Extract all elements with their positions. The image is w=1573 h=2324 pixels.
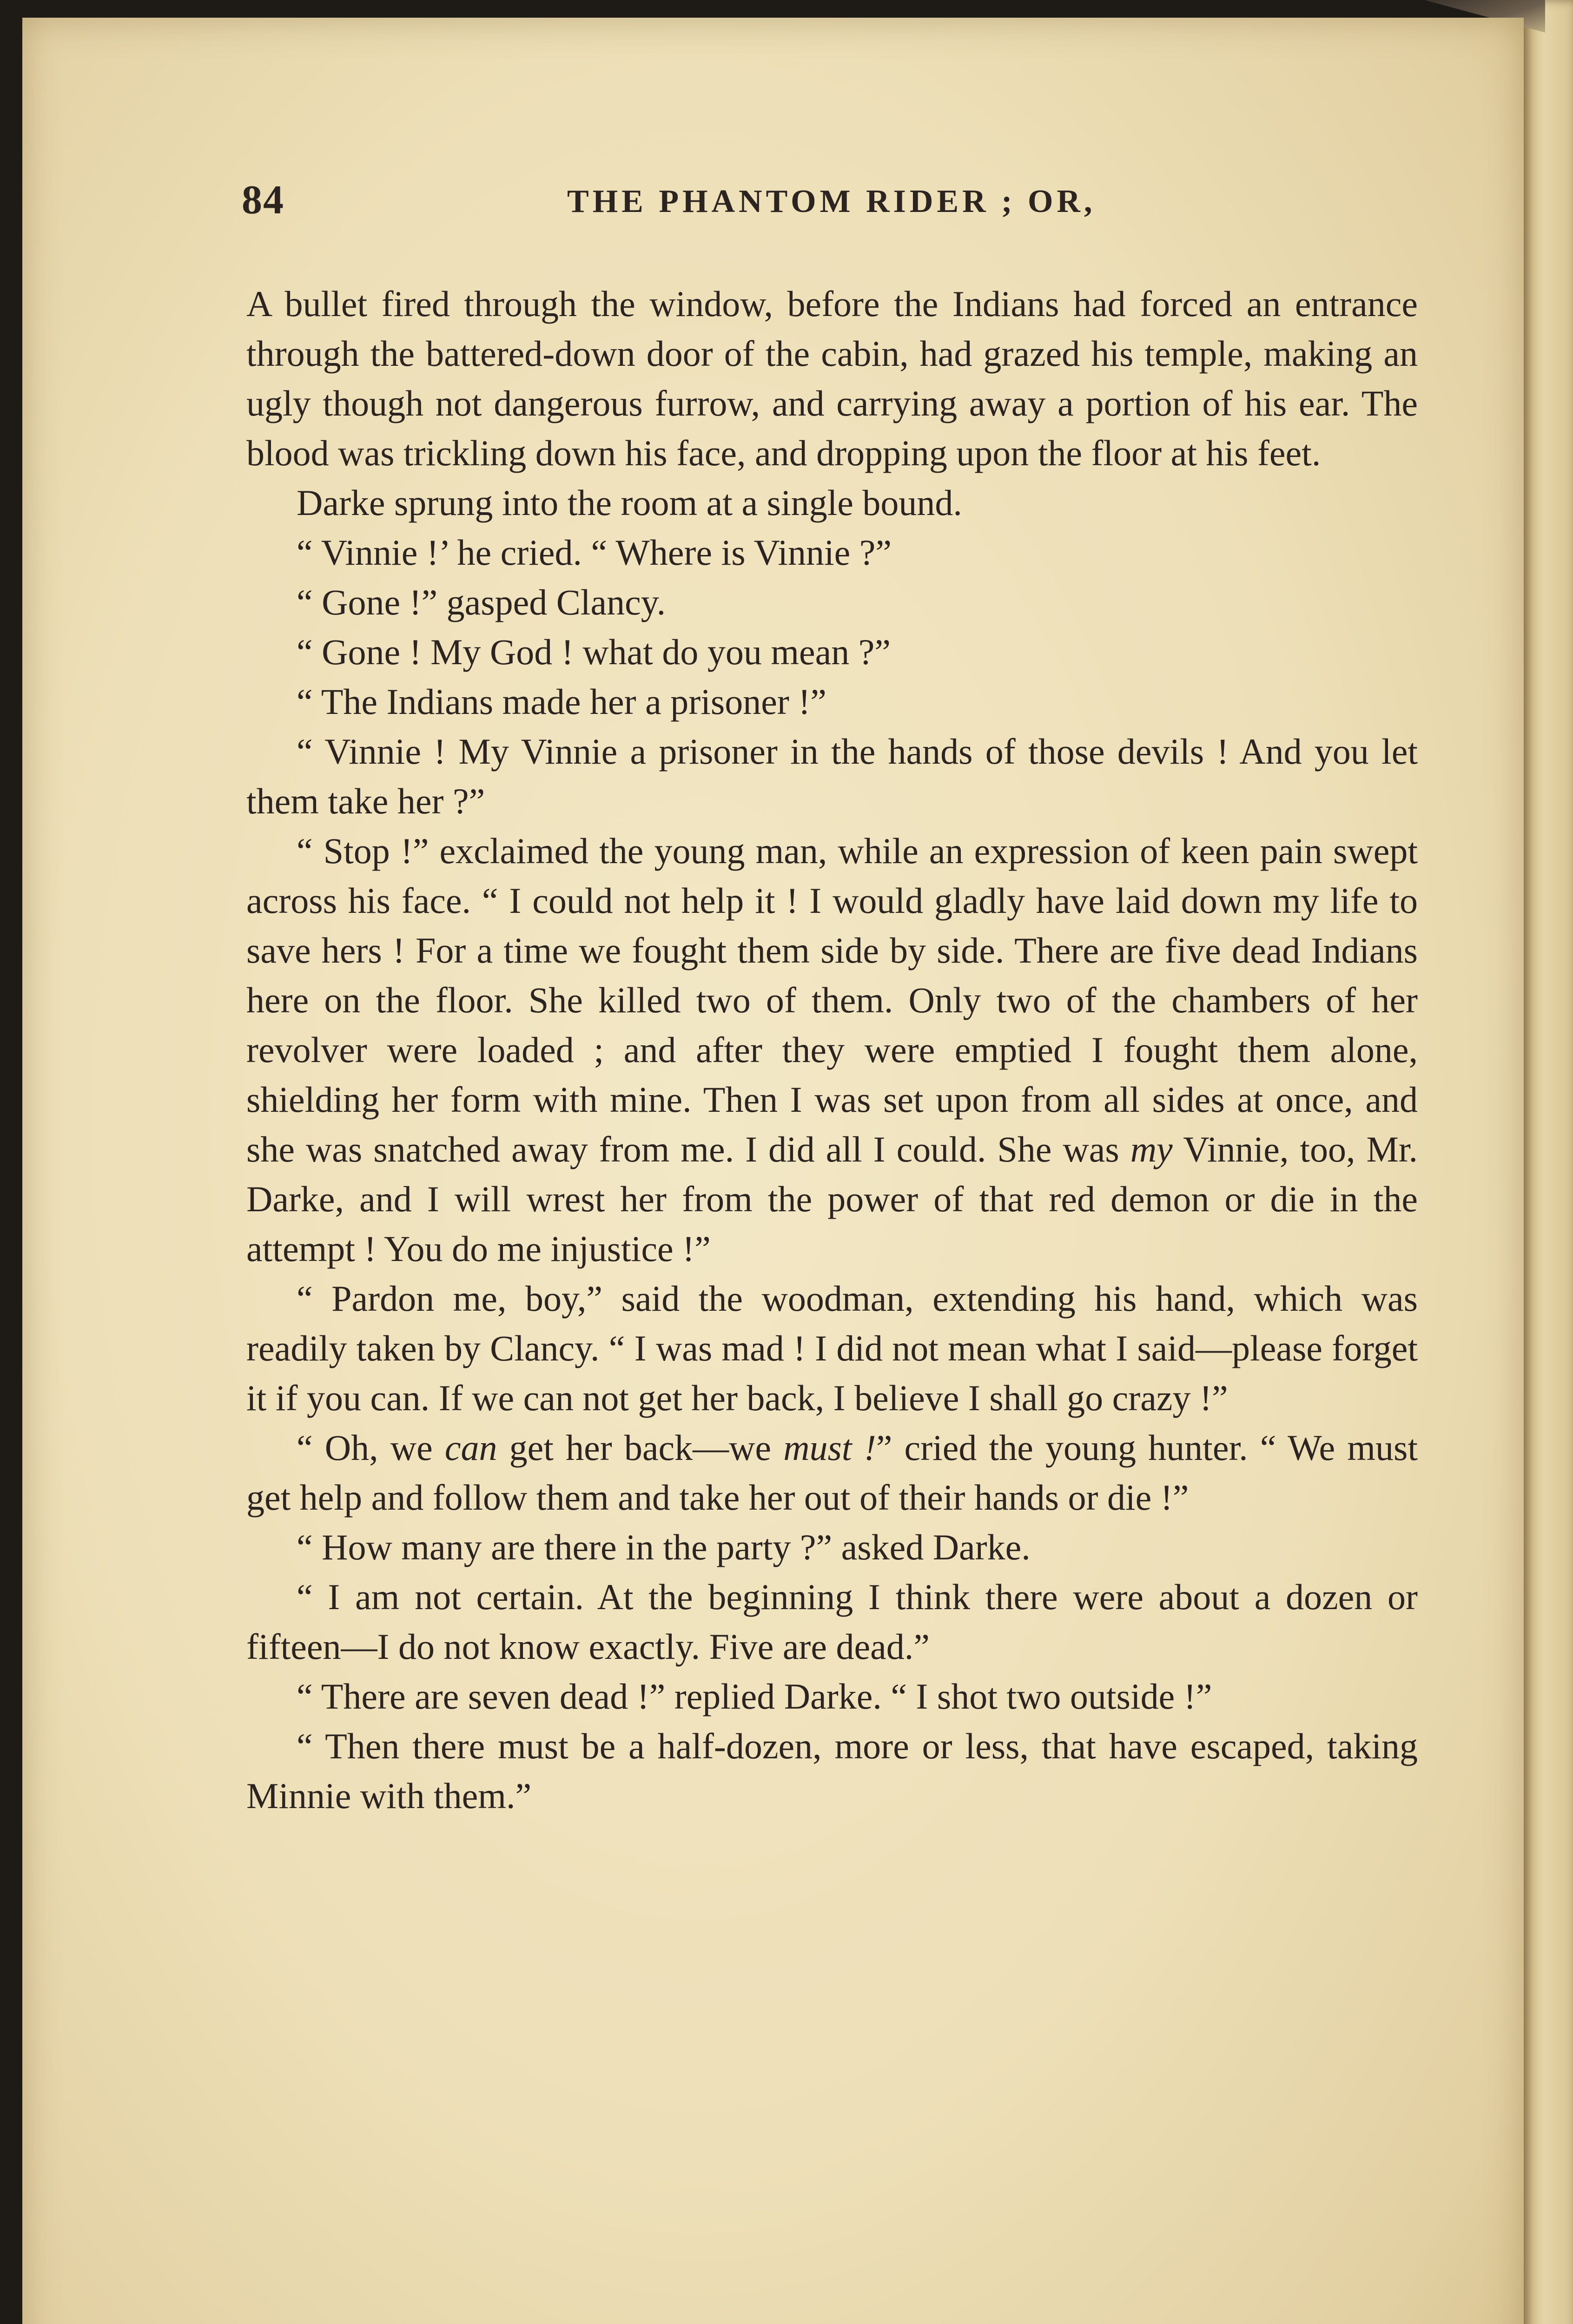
paragraph: “ There are seven dead !” replied Darke. “ I shot two outside !” [297,1676,1212,1717]
emphasis: can [444,1427,497,1468]
paragraph: “ How many are there in the party ?” asked Darke. [297,1527,1031,1567]
page-text [246,279,1418,1821]
paragraph-text: “ Oh, we [297,1427,445,1468]
paragraph-text: “ Stop !” exclaimed the young man, while an expression of keen pain swept across his face. “ I could not help it ! I would gladly have laid down my life to save hers ! For a time we fought them side by side. There are five dead Indians here on the floor. She killed two of them. Only two of the chambers of her revolver were loaded ; and after they were emptied I fought them alone, shielding her form with mine. Then I was set upon from all sides at once, and she was snatched away from me. I did all I could. She was [246,831,1418,1169]
running-title: THE PHANTOM RIDER ; OR, [567,184,1096,219]
paragraph-text: get her back—we [497,1427,784,1468]
page-number: 84 [242,178,284,223]
paragraph-text: ” cried the young hunter. “ We must get help and follow them and take her out of their hands or die !” [246,1427,1418,1518]
paragraph: “ Gone !” gasped Clancy. [297,582,666,622]
emphasis: must ! [783,1427,876,1468]
paragraph: “ Pardon me, boy,” said the woodman, extending his hand, which was readily taken by Clancy. “ I was mad ! I did not mean what I said—please forget it if you can. If we can not get her back, I believe I shall go crazy !” [246,1278,1418,1418]
paragraph: “ Then there must be a half-dozen, more or less, that have escaped, taking Minnie with them.” [246,1726,1418,1816]
paragraph: “ Gone ! My God ! what do you mean ?” [297,632,891,672]
paragraph-text: Vinnie, too, Mr. Darke, and I will wrest her from the power of that red demon or die in the attempt ! You do me injustice !” [246,1129,1418,1269]
paragraph: A bullet fired through the window, before the Indians had forced an entrance through the battered-down door of the cabin, had grazed his temple, making an ugly though not dangerous furrow, and carrying away a portion of his ear. The blood was trickling down his face, and dropping upon the floor at his feet. [246,284,1418,473]
paragraph: “ Vinnie !’ he cried. “ Where is Vinnie ?” [297,532,892,573]
running-head [242,177,1422,242]
paragraph [246,826,1418,1274]
emphasis: my [1130,1129,1173,1169]
paragraph: Darke sprung into the room at a single bound. [297,482,962,523]
paragraph: “ Vinnie ! My Vinnie a prisoner in the hands of those devils ! And you let them take her ?” [246,731,1418,821]
paragraph [246,1423,1418,1522]
paragraph: “ The Indians made her a prisoner !” [297,681,826,722]
paragraph: “ I am not certain. At the beginning I think there were about a dozen or fifteen—I do not know exactly. Five are dead.” [246,1577,1418,1667]
adjacent-page-edge [1524,0,1573,2324]
